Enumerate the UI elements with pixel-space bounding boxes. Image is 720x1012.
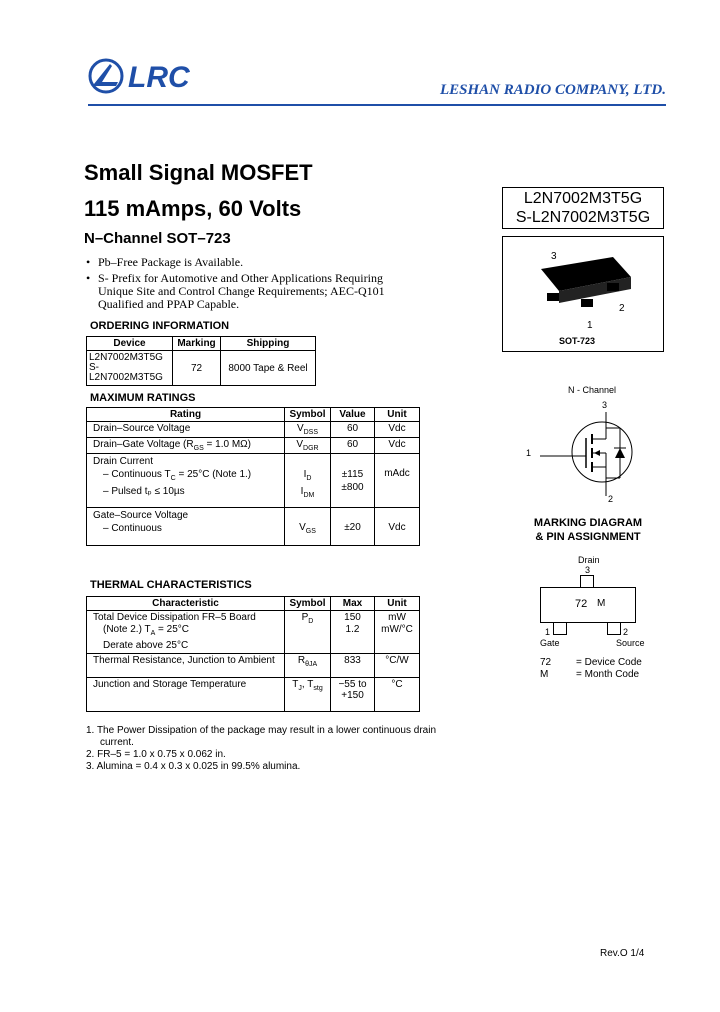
- max-cell: 150 1.2: [331, 611, 375, 654]
- max-ratings-heading: MAXIMUM RATINGS: [90, 392, 196, 404]
- col-value: Value: [331, 408, 375, 422]
- symbol-cell: $P_D$: [285, 611, 331, 654]
- marking-pin3-label: 3: [585, 565, 591, 575]
- col-symbol: Symbol: [285, 408, 331, 422]
- feature-2-text: S- Prefix for Automotive and Other Applications Requiring: [98, 271, 383, 285]
- max-cell: 833: [331, 654, 375, 678]
- package-drawing: [503, 237, 663, 327]
- marking-month: M: [597, 598, 606, 609]
- characteristic-cell: Thermal Resistance, Junction to Ambient: [87, 654, 285, 678]
- characteristic-cell: Junction and Storage Temperature: [87, 678, 285, 712]
- pkg-pin3: 3: [551, 251, 557, 262]
- pkg-pin1: 1: [587, 320, 593, 331]
- table-row: [87, 508, 420, 546]
- table-row: [87, 438, 420, 454]
- col-rating: Rating: [87, 408, 285, 422]
- characteristic-cell: Total Device Dissipation FR–5 Board (Note 2.) $T_A = 25^\circ C$ Derate above 25°C: [87, 611, 285, 654]
- shipping-cell: 8000 Tape & Reel: [221, 351, 316, 386]
- symbol-cell: $V_{GS}$: [285, 508, 331, 546]
- feature-1: [86, 256, 243, 269]
- rating-cell: Drain–Gate Voltage ($R_{GS} = 1.0$ MΩ): [87, 438, 285, 454]
- marking-heading-2: & PIN ASSIGNMENT: [535, 531, 641, 543]
- title-line2: 115 mAmps, 60 Volts: [84, 196, 302, 221]
- device-2: S-L2N7002M3T5G: [89, 362, 163, 383]
- table-row: [87, 351, 316, 386]
- table-row: [87, 654, 420, 678]
- gate-label: Gate: [540, 638, 560, 648]
- feature-2: [86, 272, 385, 311]
- table-row: [87, 678, 420, 712]
- unit-cell: mW mW/°C: [375, 611, 420, 654]
- unit-cell: °C: [375, 678, 420, 712]
- title-line3: N–Channel SOT–723: [84, 230, 231, 247]
- drain-label: Drain: [578, 555, 600, 565]
- device-cell: [87, 351, 173, 386]
- source-label: Source: [616, 638, 645, 648]
- thermal-table: [86, 596, 420, 712]
- note-1: 1. The Power Dissipation of the package may result in a lower continuous drain: [86, 725, 437, 736]
- schematic-pin2: 2: [608, 494, 614, 504]
- revision-label: Rev.O 1/4: [600, 948, 645, 959]
- ordering-table: [86, 336, 316, 386]
- feature-1-text: Pb–Free Package is Available.: [98, 255, 244, 269]
- marking-pin2-label: 2: [623, 627, 629, 637]
- max-ratings-table: [86, 407, 420, 546]
- note-2: 2. FR–5 = 1.0 x 0.75 x 0.062 in.: [86, 749, 226, 760]
- company-name: LESHAN RADIO COMPANY, LTD.: [439, 82, 666, 98]
- value-cell: 60: [331, 438, 375, 454]
- mosfet-symbol-icon: [540, 398, 650, 506]
- unit-cell: Vdc: [375, 438, 420, 454]
- thermal-heading: THERMAL CHARACTERISTICS: [90, 579, 252, 591]
- ordering-heading: ORDERING INFORMATION: [90, 320, 230, 332]
- value-cell: ±20: [331, 508, 375, 546]
- rating-cell: Gate–Source Voltage – Continuous: [87, 508, 285, 546]
- col-shipping: Shipping: [221, 337, 316, 351]
- pin3-pad: [580, 575, 594, 587]
- device-1: L2N7002M3T5G: [89, 352, 163, 363]
- schematic-pin1: 1: [526, 448, 532, 458]
- mosfet-schematic: [526, 398, 650, 506]
- pkg-name: SOT-723: [559, 336, 596, 346]
- pkg-pin2: 2: [619, 303, 625, 314]
- rating-cell: Drain–Source Voltage: [87, 422, 285, 438]
- part-number-box: [502, 187, 664, 229]
- col-unit: Unit: [375, 597, 420, 611]
- note-3: 3. Alumina = 0.4 x 0.3 x 0.025 in 99.5% alumina.: [86, 761, 301, 772]
- unit-cell: Vdc: [375, 508, 420, 546]
- part-number-2: S-L2N7002M3T5G: [515, 209, 651, 226]
- col-marking: Marking: [173, 337, 221, 351]
- notes: [86, 725, 436, 773]
- schematic-pin3: 3: [602, 400, 608, 410]
- schematic-label: N - Channel: [568, 385, 617, 395]
- feature-2-cont-2: Qualified and PPAP Capable.: [98, 297, 240, 311]
- pin1-pad: [553, 623, 567, 635]
- value-cell: 60: [331, 422, 375, 438]
- lrc-logo: [88, 56, 218, 96]
- col-max: Max: [331, 597, 375, 611]
- symbol-cell: $V_{DGR}$: [285, 438, 331, 454]
- part-number-1: L2N7002M3T5G: [523, 190, 643, 207]
- marking-legend: 72 = Device Code M = Month Code: [540, 657, 642, 680]
- marking-body: [540, 587, 636, 623]
- unit-cell: mAdc: [375, 454, 420, 508]
- note-1-cont: current.: [100, 737, 134, 748]
- symbol-cell: $I_D$ $I_{DM}$: [285, 454, 331, 508]
- bullet-icon: •: [86, 271, 91, 285]
- col-device: Device: [87, 337, 173, 351]
- package-box: [502, 236, 664, 352]
- symbol-cell: $R_{\theta JA}$: [285, 654, 331, 678]
- table-row: [87, 611, 420, 654]
- col-characteristic: Characteristic: [87, 597, 285, 611]
- max-cell: −55 to +150: [331, 678, 375, 712]
- table-row: [87, 422, 420, 438]
- pin2-pad: [607, 623, 621, 635]
- marking-code: 72: [575, 598, 588, 610]
- bullet-icon: •: [86, 255, 91, 269]
- unit-cell: °C/W: [375, 654, 420, 678]
- title-line1: Small Signal MOSFET: [84, 160, 313, 185]
- marking-heading: [530, 516, 646, 544]
- value-cell: ±115 ±800: [331, 454, 375, 508]
- unit-cell: Vdc: [375, 422, 420, 438]
- marking-pin1-label: 1: [545, 627, 551, 637]
- symbol-cell: $V_{DSS}$: [285, 422, 331, 438]
- col-unit: Unit: [375, 408, 420, 422]
- feature-2-cont-1: Unique Site and Control Change Requirements; AEC-Q101: [98, 284, 385, 298]
- symbol-cell: $T_J$, $T_{stg}$: [285, 678, 331, 712]
- header-rule: [88, 104, 666, 106]
- col-symbol: Symbol: [285, 597, 331, 611]
- marking-cell: 72: [173, 351, 221, 386]
- logo-text: LRC: [128, 61, 190, 94]
- table-row: [87, 454, 420, 508]
- rating-cell: Drain Current – Continuous $T_C = 25^\circ C$ (Note 1.) – Pulsed tₚ ≤ 10µs: [87, 454, 285, 508]
- marking-heading-1: MARKING DIAGRAM: [533, 517, 643, 529]
